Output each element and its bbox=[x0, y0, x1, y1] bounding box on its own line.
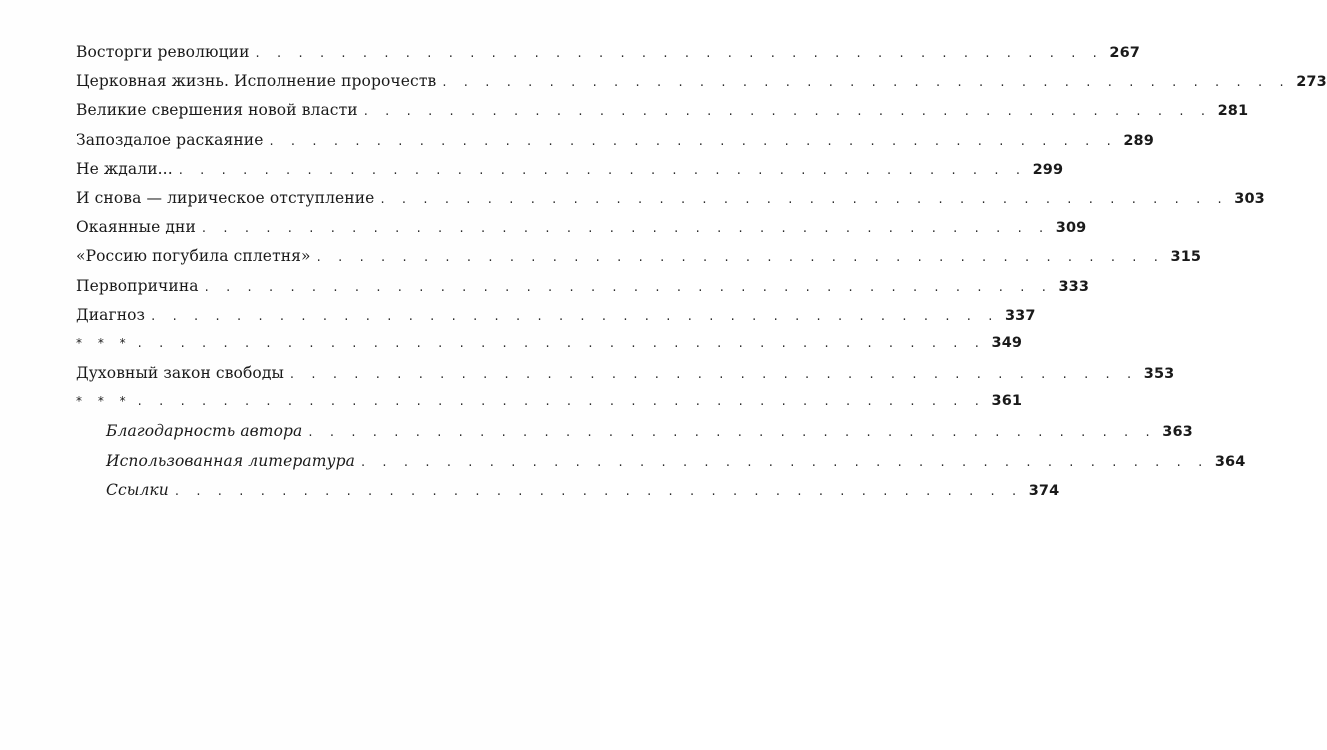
toc-entry[interactable] bbox=[76, 159, 1064, 189]
toc-entry-separator[interactable] bbox=[76, 393, 1023, 422]
toc-entry[interactable] bbox=[76, 72, 1327, 101]
toc-entry-title: Благодарность автора bbox=[106, 422, 303, 441]
toc-entry-page: 281 bbox=[1217, 103, 1249, 120]
toc-entry-title: Запоздалое раскаяние bbox=[76, 130, 264, 149]
toc-entry-page: 309 bbox=[1055, 220, 1087, 237]
dot-leader: . . . . . . . . . . . . . . . . . . . . . . . . . . . . . . . . . . . . . . . . bbox=[289, 367, 1138, 383]
toc-entry-page: 364 bbox=[1214, 453, 1246, 470]
toc-entry-appendix[interactable] bbox=[76, 480, 1060, 510]
toc-entry-page: 374 bbox=[1028, 482, 1060, 499]
toc-entry-title: «Россию погубила сплетня» bbox=[76, 247, 311, 266]
toc-entry[interactable] bbox=[76, 218, 1087, 247]
dot-leader: . . . . . . . . . . . . . . . . . . . . . . . . . . . . . . . . . . . . . . . . bbox=[269, 133, 1118, 149]
toc-entry[interactable] bbox=[76, 101, 1249, 130]
dot-leader: . . . . . . . . . . . . . . . . . . . . . . . . . . . . . . . . . . . . . . . . bbox=[178, 162, 1027, 178]
toc-entry-title: И снова — лирическое отступление bbox=[76, 188, 375, 207]
toc-entry-page: 337 bbox=[1004, 307, 1036, 324]
toc-entry-page: 361 bbox=[991, 393, 1023, 410]
dot-leader: . . . . . . . . . . . . . . . . . . . . . . . . . . . . . . . . . . . . . . . . bbox=[151, 308, 999, 324]
toc-entry-title: Диагноз bbox=[76, 305, 146, 324]
toc-entry-page: 267 bbox=[1109, 45, 1140, 61]
dot-leader: . . . . . . . . . . . . . . . . . . . . . . . . . . . . . . . . . . . . . . . . bbox=[255, 46, 1104, 61]
dot-leader: . . . . . . . . . . . . . . . . . . . . . . . . . . . . . . . . . . . . . . . . bbox=[316, 250, 1165, 266]
toc-entry-title: Церковная жизнь. Исполнение пророчеств bbox=[76, 72, 437, 91]
toc-entry[interactable] bbox=[76, 247, 1202, 276]
toc-entry-title: Великие свершения новой власти bbox=[76, 101, 358, 120]
toc-entry-page: 349 bbox=[991, 334, 1023, 351]
dot-leader: . . . . . . . . . . . . . . . . . . . . . . . . . . . . . . . . . . . . . . . . bbox=[442, 75, 1291, 91]
dot-leader: . . . . . . . . . . . . . . . . . . . . . . . . . . . . . . . . . . . . . . . . bbox=[201, 221, 1050, 237]
toc-entry-page: 289 bbox=[1123, 132, 1154, 149]
toc-entry-page: 303 bbox=[1234, 190, 1265, 207]
dot-leader: . . . . . . . . . . . . . . . . . . . . . . . . . . . . . . . . . . . . . . . . bbox=[380, 191, 1229, 207]
toc-entry-page: 353 bbox=[1143, 366, 1175, 383]
toc-entry-appendix[interactable] bbox=[76, 451, 1246, 481]
toc-entry[interactable] bbox=[76, 188, 1265, 218]
toc-entry[interactable] bbox=[76, 305, 1036, 335]
toc-entry-separator[interactable] bbox=[76, 334, 1023, 364]
toc-entry[interactable] bbox=[76, 276, 1090, 306]
toc-entry-title: Не ждали... bbox=[76, 159, 173, 178]
toc-entry-appendix[interactable] bbox=[76, 422, 1193, 451]
toc-entry-title: Первопричина bbox=[76, 276, 199, 295]
toc-entry-title: Окаянные дни bbox=[76, 218, 196, 237]
toc-entry-title: Ссылки bbox=[106, 480, 169, 499]
toc-entry[interactable] bbox=[76, 43, 1140, 72]
toc-entry-title: Использованная литература bbox=[106, 451, 355, 470]
toc-entry-title: Духовный закон свободы bbox=[76, 364, 284, 383]
toc-entry-page: 273 bbox=[1296, 74, 1327, 91]
toc-entry-page: 363 bbox=[1162, 424, 1193, 441]
dot-leader: . . . . . . . . . . . . . . . . . . . . . . . . . . . . . . . . . . . . . . . . bbox=[137, 394, 986, 410]
dot-leader: . . . . . . . . . . . . . . . . . . . . . . . . . . . . . . . . . . . . . . . . bbox=[174, 483, 1023, 499]
toc-entry-page: 333 bbox=[1058, 278, 1090, 295]
table-of-contents bbox=[76, 43, 1327, 510]
toc-entry-title: * * * bbox=[76, 394, 132, 409]
dot-leader: . . . . . . . . . . . . . . . . . . . . . . . . . . . . . . . . . . . . . . . . bbox=[204, 279, 1053, 295]
toc-entry-page: 299 bbox=[1032, 161, 1064, 178]
dot-leader: . . . . . . . . . . . . . . . . . . . . . . . . . . . . . . . . . . . . . . . . bbox=[360, 454, 1209, 470]
toc-entry-title: * * * bbox=[76, 335, 132, 350]
dot-leader: . . . . . . . . . . . . . . . . . . . . . . . . . . . . . . . . . . . . . . . . bbox=[363, 104, 1212, 120]
toc-entry-title: Восторги революции bbox=[76, 43, 250, 61]
dot-leader: . . . . . . . . . . . . . . . . . . . . . . . . . . . . . . . . . . . . . . . . bbox=[308, 425, 1157, 441]
dot-leader: . . . . . . . . . . . . . . . . . . . . . . . . . . . . . . . . . . . . . . . . bbox=[137, 335, 986, 351]
toc-entry-page: 315 bbox=[1170, 249, 1202, 266]
toc-entry[interactable] bbox=[76, 130, 1154, 160]
toc-entry[interactable] bbox=[76, 364, 1175, 393]
